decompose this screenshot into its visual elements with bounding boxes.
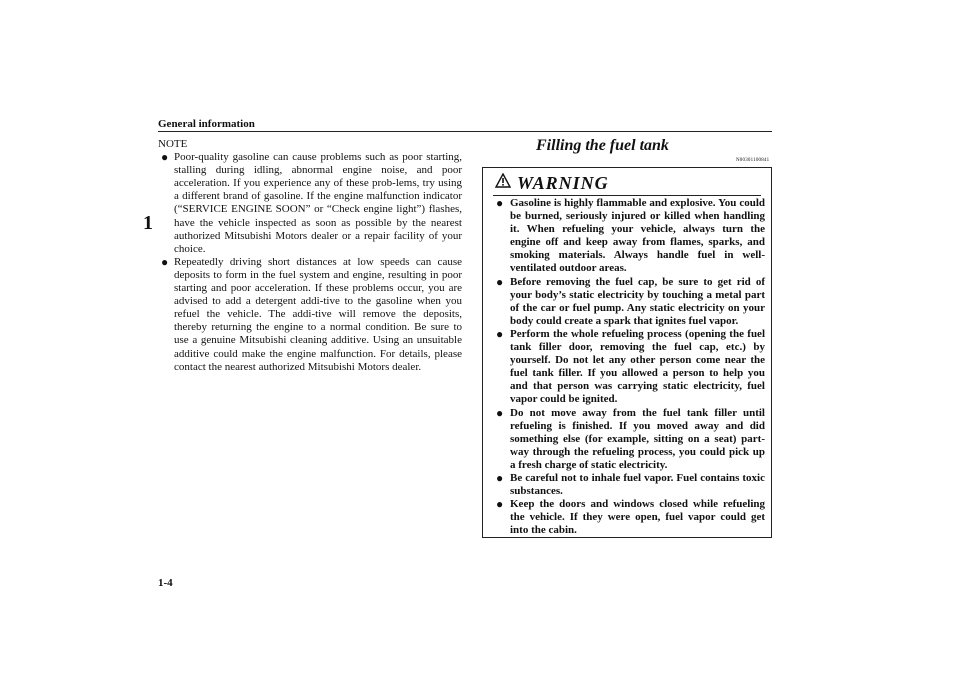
bullet-icon: ● [496,470,504,485]
warning-item [493,276,765,328]
bullet-icon: ● [496,497,504,512]
note-item-text: Repeatedly driving short distances at low speeds can cause deposits to form in the fuel system and engine, resulting in poor starting and poor acceleration. If these problems occur, you are advised to add a detergent addi-tive to the gasoline when you refuel the vehicle. The addi-tive will remove the deposits, thereby returning the engine to a normal condition. Be sure to use a genuine Mitsubishi cleaning additive. Using an unsuitable additive could make the engine malfunction. For details, please contact the nearest authorized Mitsubishi Motors dealer. [174,255,462,373]
warning-box [482,167,772,538]
header-rule [158,131,772,132]
warning-item [493,328,765,407]
warning-item [493,498,765,537]
warning-item [493,407,765,472]
warning-item [493,197,765,276]
running-header-title: General information [158,118,255,130]
warning-triangle-icon [495,173,511,188]
chapter-number: 1 [143,212,153,234]
note-item [158,151,462,256]
note-label: NOTE [158,138,188,150]
warning-item [493,472,765,498]
warning-item-text: Perform the whole refueling process (opening the fuel tank filler door, removing the fuel cap, etc.) by yourself. Do not let any other person come near the fuel tank filler. If you allowed a person to help you and that person was carrying static electricity, fuel vapor could be ignited. [510,327,765,406]
warning-item-text: Be careful not to inhale fuel vapor. Fuel contains toxic substances. [510,471,765,498]
note-section [158,138,462,374]
bullet-icon: ● [496,196,504,210]
section-code: N00301100841 [736,158,770,163]
warning-item-text: Before removing the fuel cap, be sure to get rid of your body’s static electricity by touching a metal part of the car or fuel pump. Any static electricity on your body could create a spark that ignites fuel vapor. [510,275,765,327]
warning-rule [493,195,761,196]
bullet-icon: ● [496,274,504,289]
bullet-icon: ● [496,405,504,420]
warning-item-text: Keep the doors and windows closed while refueling the vehicle. If they were open, fuel vapor could get into the cabin. [510,498,765,537]
bullet-icon: ● [496,326,504,341]
warning-item-text: Gasoline is highly flammable and explosive. You could be burned, seriously injured or killed when handling it. When refueling your vehicle, always turn the engine off and keep away from flames, sparks, and smoking materials. Always handle fuel in well-ventilated outdoor areas. [510,197,765,275]
page-number: 1-4 [158,577,173,589]
warning-list [493,197,765,537]
note-item-text: Poor-quality gasoline can cause problems such as poor starting, stalling during idling, abnormal engine noise, and poor acceleration. If you experience any of these prob-lems, try using a different brand of gasoline. If the engine malfunction indicator (“SERVICE ENGINE SOON” or “Check engine light”) flashes, have the vehicle inspected as soon as possible by the nearest authorized Mitsubishi Motors dealer or a repair facility of your choice. [174,151,462,255]
warning-label: WARNING [517,173,609,193]
bullet-icon: ● [161,150,169,165]
bullet-icon: ● [161,254,169,269]
section-title: Filling the fuel tank [536,137,669,154]
note-item [158,256,462,374]
warning-item-text: Do not move away from the fuel tank filler until refueling is finished. If you moved away and did something else (for example, sitting on a seat) part-way through the refueling process, you could pick up a fresh charge of static electricity. [510,406,765,471]
